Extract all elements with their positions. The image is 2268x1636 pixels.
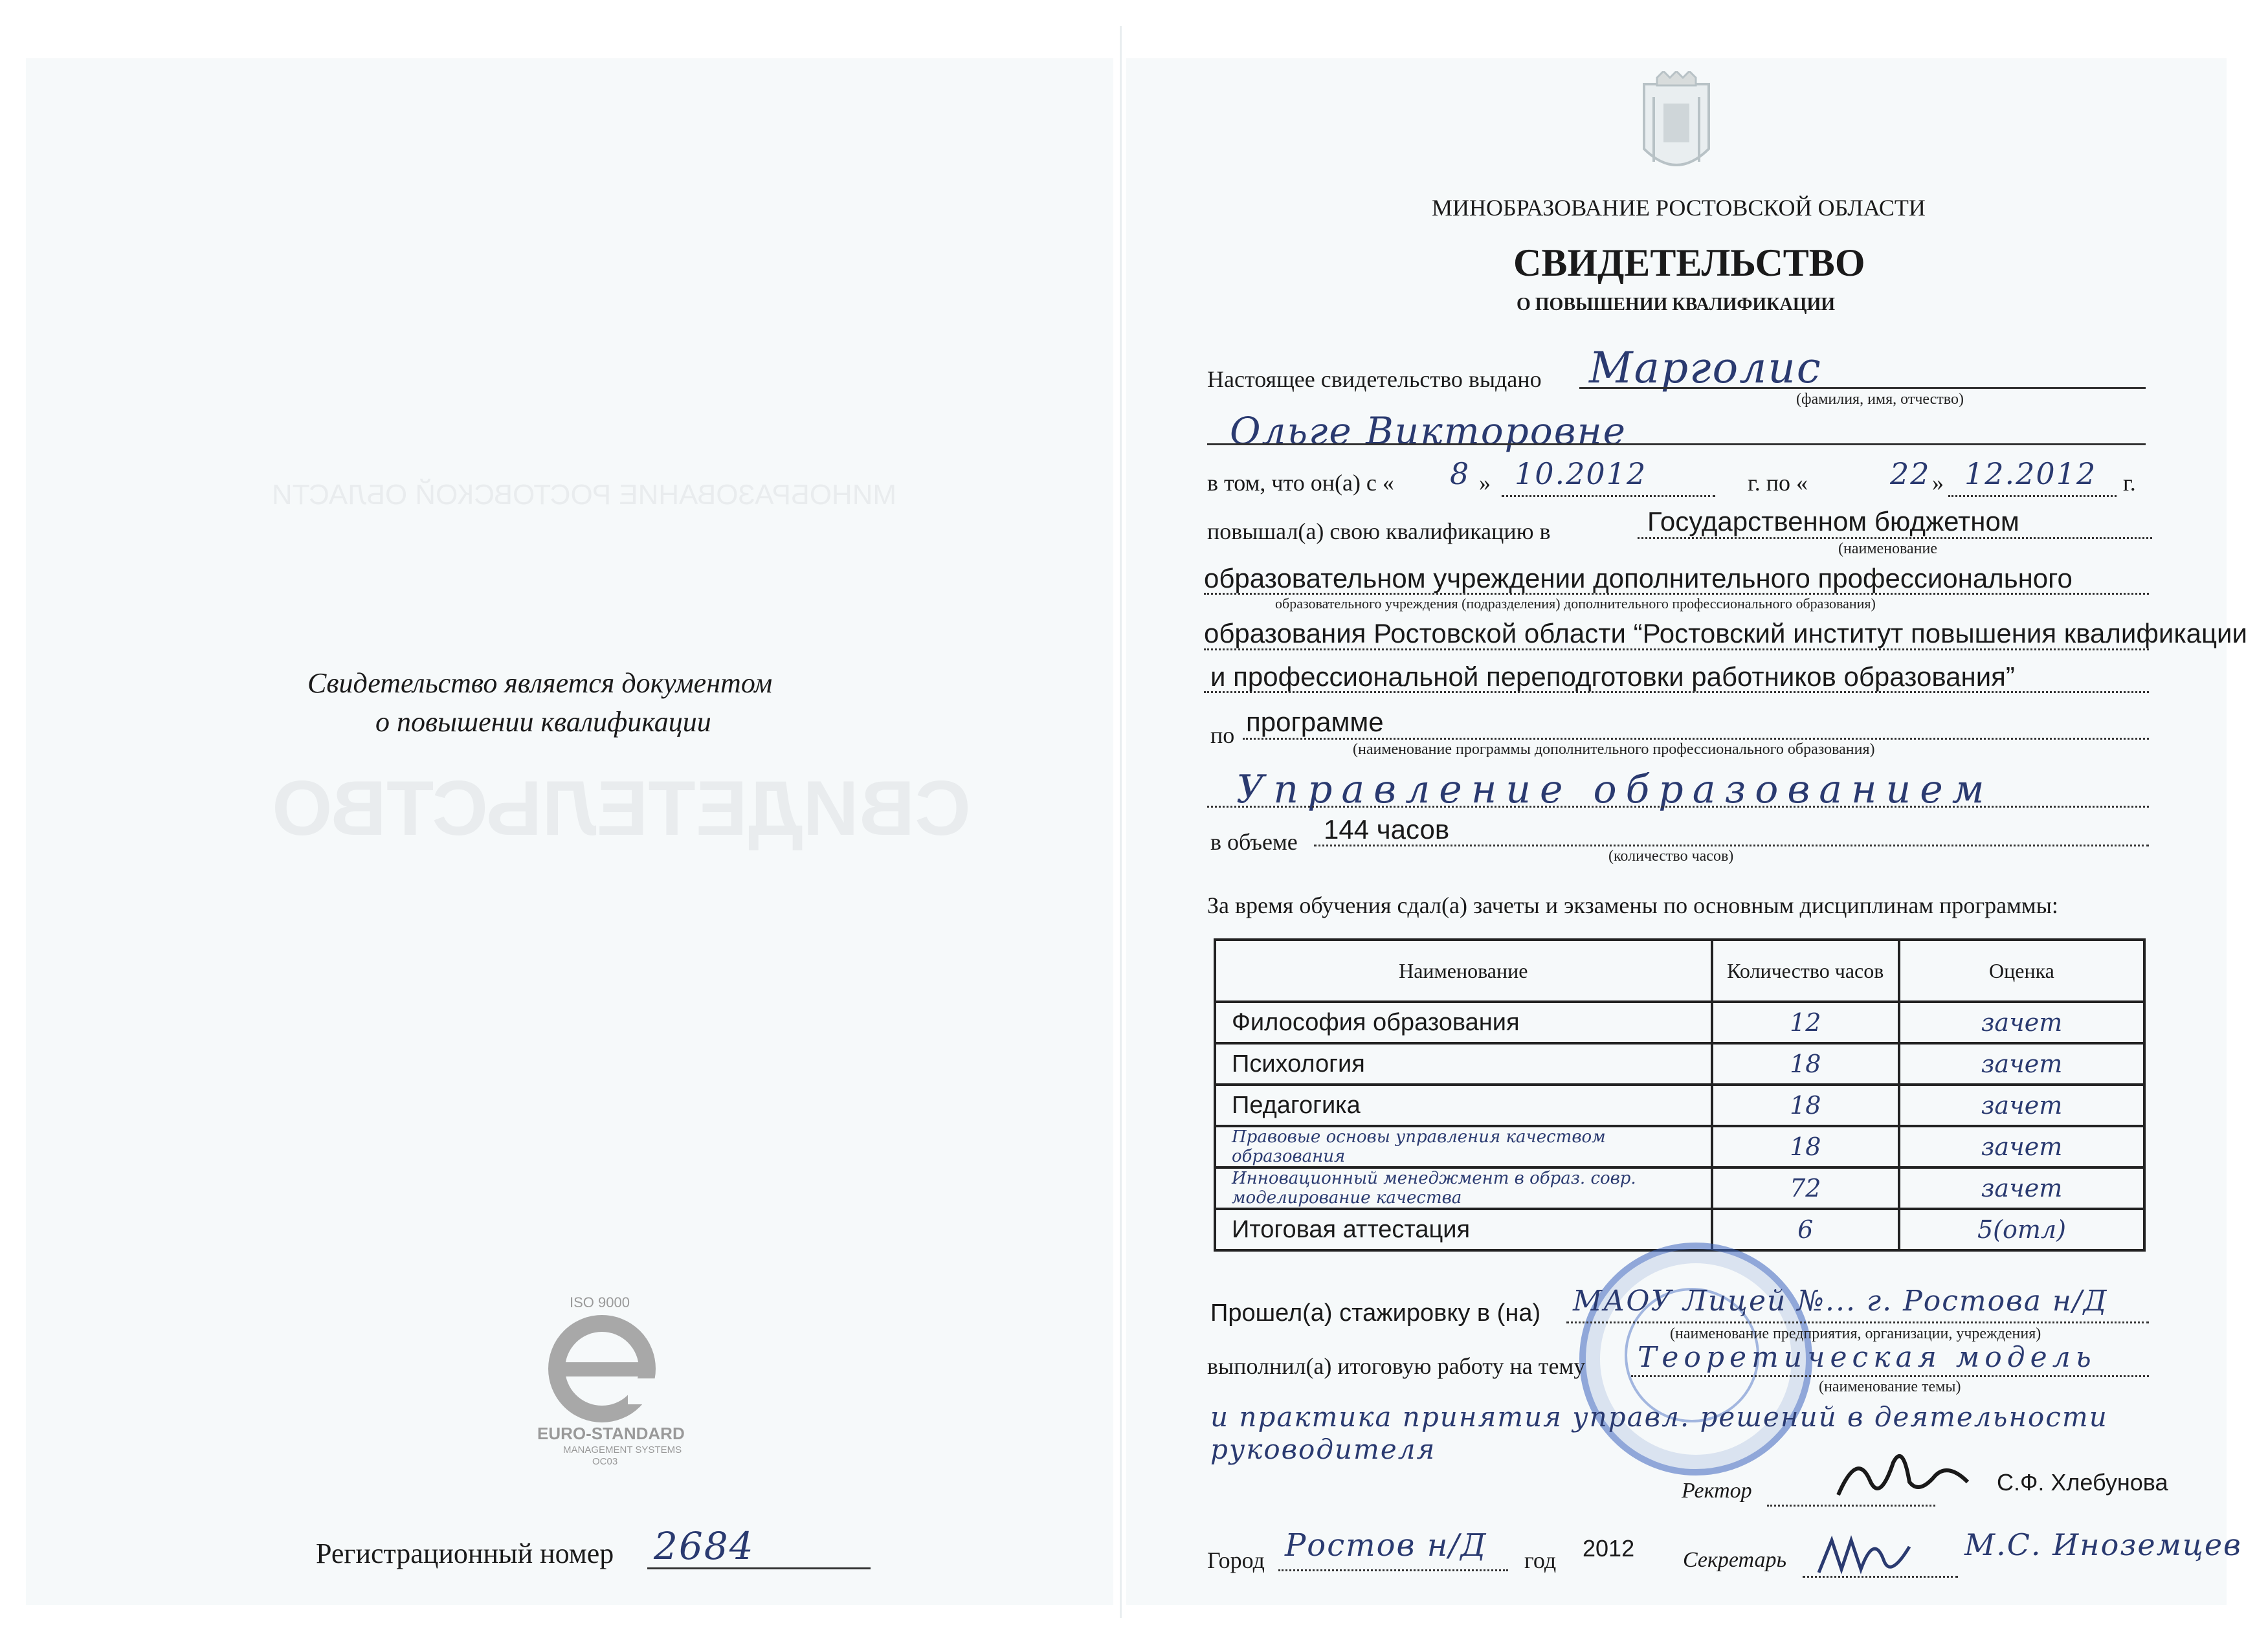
institution-line-1: Государственном бюджетном (1647, 506, 2019, 536)
program-po-label: по (1210, 722, 1235, 748)
table-header-row (1215, 940, 2144, 1002)
final-work-label: выполнил(а) итоговую работу на тему (1207, 1353, 1586, 1379)
disciplines-table (1214, 938, 2146, 1252)
institution-caption: образовательного учреждения (подразделения) дополнительного профессионального образования) (1275, 595, 1876, 612)
rector-signature-line (1767, 1505, 1935, 1507)
discipline-name: Педагогика (1215, 1085, 1712, 1126)
internship-label: Прошел(а) стажировку в (на) (1210, 1299, 1541, 1327)
discipline-name: Итоговая аттестация (1215, 1209, 1712, 1250)
institution-line-1-dots (1638, 537, 2152, 539)
reg-number-value: 2684 (654, 1524, 755, 1568)
table-row (1215, 1002, 2144, 1043)
iso-logo (531, 1294, 686, 1467)
date-to-dots (1948, 495, 2117, 497)
improved-label: повышал(а) свою квалификацию в (1207, 518, 1551, 544)
period-prefix: в том, что он(а) с « (1207, 470, 1394, 496)
discipline-grade: зачет (1899, 1126, 2144, 1167)
program-name-dots (1207, 806, 2149, 808)
institution-line-4-dots (1204, 691, 2149, 693)
month-year-to: 12.2012 (1964, 456, 2097, 491)
exams-label: За время обучения сдал(а) зачеты и экзамены по основным дисциплинам программы: (1207, 892, 2058, 918)
fio-caption: (фамилия, имя, отчество) (1796, 391, 1964, 408)
institution-line-3: образования Ростовской области “Ростовский институт повышения квалификации (1204, 618, 2247, 648)
discipline-grade: зачет (1899, 1167, 2144, 1209)
ministry-title: МИНОБРАЗОВАНИЕ РОСТОВСКОЙ ОБЛАСТИ (1432, 195, 1926, 221)
iso-line2-text: MANAGEMENT SYSTEMS (563, 1444, 682, 1455)
year-to-label: г. по « (1748, 470, 1808, 496)
surname-underline (1579, 387, 2146, 389)
euro-standard-e-icon (531, 1314, 686, 1424)
discipline-hours: 18 (1712, 1085, 1899, 1126)
secretary-dots (1803, 1576, 1958, 1578)
period-mid-1: » (1479, 470, 1491, 496)
show-through-title: СВИДЕТЕЛЬСТВО (272, 765, 971, 852)
secretary-name: М.С. Иноземцев (1964, 1527, 2242, 1562)
institution-line-4: и профессиональной переподготовки работников образования” (1210, 661, 2015, 692)
iso-line3-text: OC03 (592, 1456, 618, 1467)
iso-brand-text: EURO-STANDARD (537, 1424, 685, 1443)
final-work-line-3: руководителя (1210, 1433, 1436, 1465)
coat-of-arms-icon (1638, 71, 1715, 188)
issued-label: Настоящее свидетельство выдано (1207, 366, 1542, 392)
program-name-value: Управление образованием (1236, 767, 1994, 812)
reg-number-label: Регистрационный номер (316, 1538, 614, 1569)
header-grade: Оценка (1899, 940, 2144, 1002)
discipline-grade: зачет (1899, 1043, 2144, 1085)
discipline-name: Психология (1215, 1043, 1712, 1085)
page-fold (1120, 26, 1122, 1618)
day-from: 8 (1450, 456, 1471, 491)
discipline-name-cell (1215, 1167, 1712, 1209)
year-suffix: г. (2123, 470, 2136, 496)
program-word: программе (1246, 707, 1384, 737)
table-row (1215, 1043, 2144, 1085)
program-dots (1243, 738, 2149, 740)
rector-label: Ректор (1682, 1479, 1752, 1503)
rector-signature-icon (1832, 1437, 1974, 1508)
discipline-grade: зачет (1899, 1085, 2144, 1126)
discipline-hours: 18 (1712, 1043, 1899, 1085)
year-value: 2012 (1583, 1535, 1635, 1562)
discipline-hours: 18 (1712, 1126, 1899, 1167)
city-dots (1278, 1569, 1508, 1571)
statement-line-2: о повышении квалификации (375, 706, 711, 738)
discipline-name: Правовые основы управления качеством образования (1232, 1127, 1606, 1166)
surname-value: Марголис (1589, 343, 1822, 393)
discipline-grade: зачет (1899, 1002, 2144, 1043)
internship-value: МАОУ Лицей №... г. Ростова н/Д (1573, 1285, 2108, 1318)
reg-number-underline (647, 1567, 871, 1569)
table-row (1215, 1126, 2144, 1167)
date-from-dots (1502, 495, 1715, 497)
certificate-subtitle: О ПОВЫШЕНИИ КВАЛИФИКАЦИИ (1517, 294, 1836, 315)
program-caption: (наименование программы дополнительного профессионального образования) (1353, 741, 1875, 758)
iso-top-text: ISO 9000 (570, 1294, 630, 1310)
statement-line-1: Свидетельство является документом (307, 667, 773, 699)
final-work-line-2: и практика принятия управл. решений в деятельности (1210, 1401, 2108, 1433)
final-work-line-1: Теоретическая модель (1638, 1341, 2096, 1374)
internship-caption: (наименование предприятия, организации, учреждения) (1670, 1325, 2041, 1342)
volume-caption: (количество часов) (1608, 848, 1734, 865)
discipline-name: Инновационный менеджмент в образ. совр. моделирование качества (1232, 1169, 1636, 1208)
volume-value: 144 часов (1324, 814, 1450, 845)
discipline-hours: 12 (1712, 1002, 1899, 1043)
institution-line-3-dots (1204, 648, 2149, 650)
discipline-hours: 6 (1712, 1209, 1899, 1250)
naim-caption: (наименование (1838, 540, 1938, 557)
table-row (1215, 1167, 2144, 1209)
city-label: Город (1207, 1547, 1265, 1573)
name-underline (1207, 443, 2146, 445)
volume-label: в объеме (1210, 829, 1298, 855)
discipline-name-cell (1215, 1126, 1712, 1167)
secretary-label: Секретарь (1683, 1548, 1786, 1572)
year-label: год (1524, 1547, 1557, 1573)
discipline-grade: 5(отл) (1899, 1209, 2144, 1250)
day-to: 22 (1890, 456, 1931, 491)
header-hours: Количество часов (1712, 940, 1899, 1002)
final-work-caption: (наименование темы) (1819, 1378, 1961, 1395)
internship-dots (1566, 1321, 2149, 1323)
rector-name: С.Ф. Хлебунова (1997, 1469, 2168, 1496)
show-through-ministry: МИНОБРАЗОВАНИЕ РОСТОВСКОЙ ОБЛАСТИ (272, 479, 897, 511)
final-work-dots (1631, 1375, 2149, 1377)
institution-line-2: образовательном учреждении дополнительного профессионального (1204, 563, 2073, 593)
name-patronymic-value: Ольге Викторовне (1230, 409, 1627, 453)
month-year-from: 10.2012 (1515, 456, 1647, 491)
discipline-name: Философия образования (1215, 1002, 1712, 1043)
table-row (1215, 1085, 2144, 1126)
certificate-title: СВИДЕТЕЛЬСТВО (1513, 241, 1865, 284)
institution-line-2-dots (1204, 593, 2149, 595)
period-mid-2: » (1932, 470, 1944, 496)
volume-dots (1314, 845, 2149, 846)
discipline-hours: 72 (1712, 1167, 1899, 1209)
city-value: Ростов н/Д (1285, 1527, 1487, 1564)
header-name: Наименование (1215, 940, 1712, 1002)
